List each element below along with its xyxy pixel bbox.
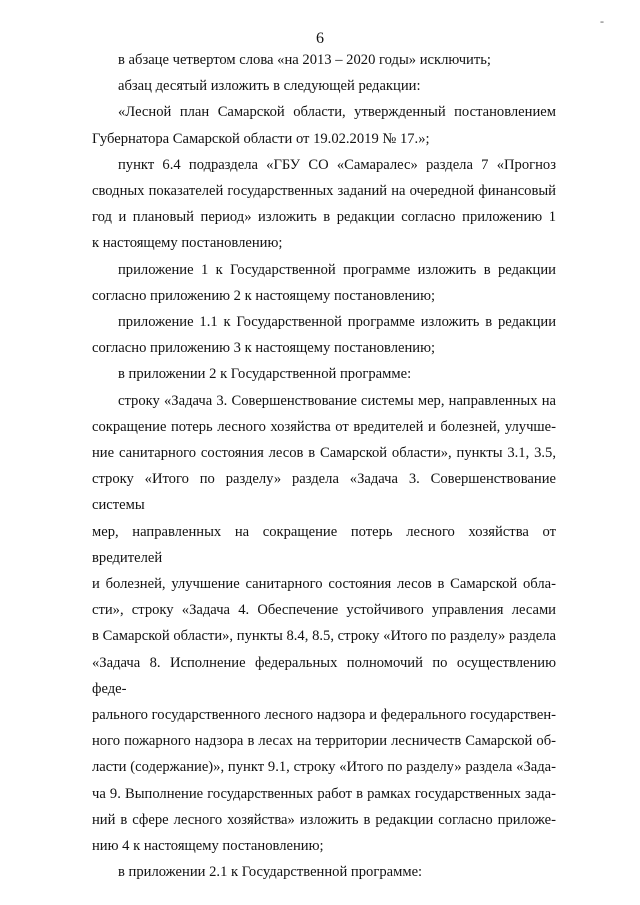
text-line: ний в сфере лесного хозяйства» изложить в редакции согласно приложе- [92,811,556,828]
paragraph [92,152,556,257]
text-line: согласно приложению 2 к настоящему постановлению; [92,287,436,304]
paragraph [92,73,556,99]
text-line: год и плановый период» изложить в редакции согласно приложению 1 [92,209,556,226]
text-line: сводных показателей государственных заданий на очередной финансовый [92,183,556,200]
text-line: строку «Задача 3. Совершенствование системы мер, направленных на [118,392,556,409]
text-line: «Лесной план Самарской области, утвержденный постановлением [118,104,556,121]
text-line: согласно приложению 3 к настоящему постановлению; [92,340,436,357]
page-number: 6 [316,30,324,47]
text-line: ние санитарного состояния лесов в Самарской области», пункты 3.1, 3.5, [92,445,556,462]
text-line: мер, направленных на сокращение потерь лесного хозяйства от вредителей [92,523,556,566]
paragraph [92,309,556,361]
corner-mark: - [600,14,604,28]
paragraph [92,361,556,387]
text-line: и болезней, улучшение санитарного состояния лесов в Самарской обла- [92,576,556,593]
text-line: сти», строку «Задача 4. Обеспечение устойчивого управления лесами [92,602,556,619]
document-body [92,47,556,886]
paragraph [92,47,556,73]
text-line: в абзаце четвертом слова «на 2013 – 2020 годы» исключить; [118,52,491,68]
paragraph [92,257,556,309]
text-line: нию 4 к настоящему постановлению; [92,838,324,855]
text-line: приложение 1 к Государственной программе изложить в редакции [118,261,556,278]
text-line: абзац десятый изложить в следующей редакции: [118,78,421,95]
text-line: пункт 6.4 подраздела «ГБУ СО «Самаралес» раздела 7 «Прогноз [118,156,556,173]
text-line: ча 9. Выполнение государственных работ в рамках государственных зада- [92,785,556,802]
text-line: приложение 1.1 к Государственной программе изложить в редакции [118,314,556,331]
paragraph [92,99,556,151]
text-line: в приложении 2 к Государственной программе: [118,366,412,383]
text-line: «Задача 8. Исполнение федеральных полномочий по осуществлению феде- [92,654,556,697]
text-line: в приложении 2.1 к Государственной программе: [118,864,423,881]
text-line: в Самарской области», пункты 8.4, 8.5, строку «Итого по разделу» раздела [92,628,556,645]
text-line: рального государственного лесного надзора и федерального государствен- [92,707,556,724]
text-line: строку «Итого по разделу» раздела «Задача 3. Совершенствование системы [92,471,556,514]
paragraph [92,859,556,885]
text-line: ласти (содержание)», пункт 9.1, строку «Итого по разделу» раздела «Зада- [92,759,556,776]
text-line: Губернатора Самарской области от 19.02.2019 № 17.»; [92,130,430,147]
paragraph [92,388,556,860]
text-line: сокращение потерь лесного хозяйства от вредителей и болезней, улучше- [92,418,556,435]
text-line: к настоящему постановлению; [92,235,283,252]
text-line: ного пожарного надзора в лесах на территории лесничеств Самарской об- [92,733,556,750]
